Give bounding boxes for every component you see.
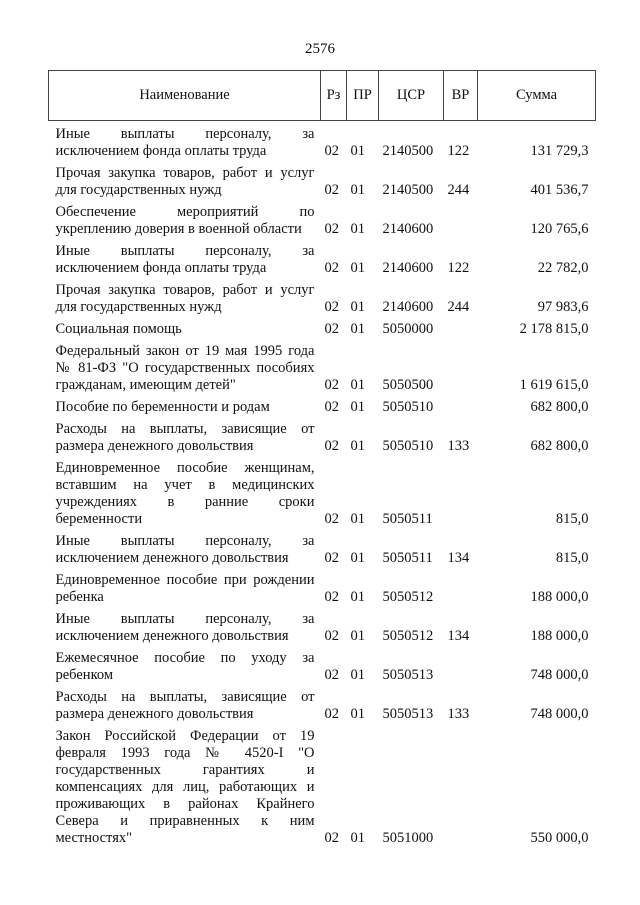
cell-vr: 244 bbox=[447, 299, 470, 315]
cell-rz: 02 bbox=[324, 260, 339, 276]
table-row bbox=[49, 394, 596, 416]
cell-rz: 02 bbox=[324, 399, 339, 415]
cell-csr: 5051000 bbox=[382, 830, 434, 846]
table-row bbox=[49, 606, 596, 645]
table-row bbox=[49, 645, 596, 684]
cell-vr bbox=[444, 645, 478, 684]
cell-sum: 97 983,6 bbox=[537, 299, 589, 315]
cell-rz: 02 bbox=[324, 628, 339, 644]
cell-sum: 815,0 bbox=[555, 511, 589, 527]
cell-name: Расходы на выплаты, зависящие от размера денежного довольствия bbox=[55, 421, 315, 454]
cell-sum: 188 000,0 bbox=[530, 628, 589, 644]
cell-name: Иные выплаты персоналу, за исключением фонда оплаты труда bbox=[55, 126, 315, 159]
cell-csr: 5050500 bbox=[382, 377, 434, 393]
table-row bbox=[49, 316, 596, 338]
cell-csr: 5050510 bbox=[382, 399, 434, 415]
cell-name: Социальная помощь bbox=[55, 321, 182, 337]
cell-vr: 122 bbox=[447, 260, 470, 276]
cell-vr bbox=[444, 394, 478, 416]
cell-sum: 682 800,0 bbox=[530, 438, 589, 454]
cell-csr: 5050513 bbox=[382, 667, 434, 683]
cell-name: Федеральный закон от 19 мая 1995 года № 81-ФЗ "О государственных пособиях гражданам, имеющим детей" bbox=[55, 343, 315, 393]
cell-name: Пособие по беременности и родам bbox=[55, 399, 270, 415]
cell-rz: 02 bbox=[324, 143, 339, 159]
cell-pr: 01 bbox=[350, 438, 365, 454]
table-row bbox=[49, 277, 596, 316]
cell-sum: 815,0 bbox=[555, 550, 589, 566]
cell-csr: 5050513 bbox=[382, 706, 434, 722]
cell-rz: 02 bbox=[324, 438, 339, 454]
cell-pr: 01 bbox=[350, 667, 365, 683]
table-row bbox=[49, 528, 596, 567]
cell-rz: 02 bbox=[324, 830, 339, 846]
header-sum: Сумма bbox=[478, 71, 596, 121]
cell-csr: 2140500 bbox=[382, 182, 434, 198]
cell-vr bbox=[444, 567, 478, 606]
cell-csr: 2140600 bbox=[382, 299, 434, 315]
header-csr: ЦСР bbox=[379, 71, 444, 121]
cell-pr: 01 bbox=[350, 628, 365, 644]
cell-vr: 122 bbox=[447, 143, 470, 159]
cell-sum: 188 000,0 bbox=[530, 589, 589, 605]
cell-pr: 01 bbox=[350, 143, 365, 159]
table-row bbox=[49, 416, 596, 455]
header-name: Наименование bbox=[49, 71, 321, 121]
cell-vr: 134 bbox=[447, 550, 470, 566]
cell-sum: 401 536,7 bbox=[530, 182, 589, 198]
cell-vr bbox=[444, 199, 478, 238]
cell-csr: 5050000 bbox=[382, 321, 434, 337]
cell-pr: 01 bbox=[350, 221, 365, 237]
cell-rz: 02 bbox=[324, 182, 339, 198]
table-row bbox=[49, 684, 596, 723]
cell-rz: 02 bbox=[324, 589, 339, 605]
budget-table bbox=[48, 70, 596, 847]
cell-name: Расходы на выплаты, зависящие от размера денежного довольствия bbox=[55, 689, 315, 722]
cell-rz: 02 bbox=[324, 321, 339, 337]
table-row bbox=[49, 121, 596, 161]
table-header bbox=[49, 71, 596, 121]
cell-name: Прочая закупка товаров, работ и услуг для государственных нужд bbox=[55, 282, 315, 315]
cell-rz: 02 bbox=[324, 377, 339, 393]
header-vr: ВР bbox=[444, 71, 478, 121]
cell-csr: 5050512 bbox=[382, 628, 434, 644]
cell-pr: 01 bbox=[350, 299, 365, 315]
cell-name: Иные выплаты персоналу, за исключением фонда оплаты труда bbox=[55, 243, 315, 276]
cell-name: Закон Российской Федерации от 19 февраля 1993 года № 4520-I "О государственных гарантиях и компенсациях для лиц, работающих и проживающих в районах Крайнего Севера и приравненных к ним местностях" bbox=[55, 728, 315, 846]
cell-sum: 1 619 615,0 bbox=[519, 377, 589, 393]
cell-csr: 5050511 bbox=[382, 511, 433, 527]
cell-pr: 01 bbox=[350, 399, 365, 415]
table-row bbox=[49, 238, 596, 277]
cell-sum: 120 765,6 bbox=[530, 221, 589, 237]
cell-pr: 01 bbox=[350, 706, 365, 722]
cell-csr: 5050512 bbox=[382, 589, 434, 605]
cell-name: Прочая закупка товаров, работ и услуг для государственных нужд bbox=[55, 165, 315, 198]
cell-sum: 22 782,0 bbox=[537, 260, 589, 276]
cell-csr: 5050511 bbox=[382, 550, 433, 566]
cell-sum: 550 000,0 bbox=[530, 830, 589, 846]
cell-csr: 2140600 bbox=[382, 221, 434, 237]
cell-rz: 02 bbox=[324, 667, 339, 683]
cell-csr: 2140600 bbox=[382, 260, 434, 276]
cell-csr: 5050510 bbox=[382, 438, 434, 454]
cell-sum: 748 000,0 bbox=[530, 706, 589, 722]
cell-pr: 01 bbox=[350, 260, 365, 276]
cell-rz: 02 bbox=[324, 511, 339, 527]
cell-pr: 01 bbox=[350, 377, 365, 393]
table-row bbox=[49, 160, 596, 199]
cell-pr: 01 bbox=[350, 321, 365, 337]
cell-csr: 2140500 bbox=[382, 143, 434, 159]
cell-sum: 2 178 815,0 bbox=[519, 321, 589, 337]
header-pr: ПР bbox=[347, 71, 379, 121]
cell-vr: 133 bbox=[447, 706, 470, 722]
cell-vr: 134 bbox=[447, 628, 470, 644]
cell-pr: 01 bbox=[350, 830, 365, 846]
cell-pr: 01 bbox=[350, 182, 365, 198]
page-number: 2576 bbox=[305, 41, 335, 57]
cell-name: Обеспечение мероприятий по укреплению доверия в военной области bbox=[55, 204, 315, 237]
cell-name: Иные выплаты персоналу, за исключением денежного довольствия bbox=[55, 533, 315, 566]
cell-vr bbox=[444, 316, 478, 338]
cell-rz: 02 bbox=[324, 550, 339, 566]
cell-rz: 02 bbox=[324, 299, 339, 315]
cell-name: Ежемесячное пособие по уходу за ребенком bbox=[55, 650, 315, 683]
cell-pr: 01 bbox=[350, 550, 365, 566]
cell-name: Единовременное пособие женщинам, вставшим на учет в медицинских учреждениях в ранние сроки беременности bbox=[55, 460, 315, 527]
table-row bbox=[49, 199, 596, 238]
cell-rz: 02 bbox=[324, 706, 339, 722]
cell-vr: 133 bbox=[447, 438, 470, 454]
cell-rz: 02 bbox=[324, 221, 339, 237]
table-row bbox=[49, 567, 596, 606]
table-row bbox=[49, 455, 596, 528]
cell-vr bbox=[444, 455, 478, 528]
cell-vr bbox=[444, 723, 478, 847]
cell-vr bbox=[444, 338, 478, 394]
cell-sum: 682 800,0 bbox=[530, 399, 589, 415]
cell-sum: 748 000,0 bbox=[530, 667, 589, 683]
table-row bbox=[49, 723, 596, 847]
cell-pr: 01 bbox=[350, 511, 365, 527]
cell-name: Иные выплаты персоналу, за исключением денежного довольствия bbox=[55, 611, 315, 644]
cell-pr: 01 bbox=[350, 589, 365, 605]
header-rz: Рз bbox=[321, 71, 347, 121]
table-row bbox=[49, 338, 596, 394]
cell-name: Единовременное пособие при рождении ребенка bbox=[55, 572, 315, 605]
cell-vr: 244 bbox=[447, 182, 470, 198]
cell-sum: 131 729,3 bbox=[530, 143, 589, 159]
